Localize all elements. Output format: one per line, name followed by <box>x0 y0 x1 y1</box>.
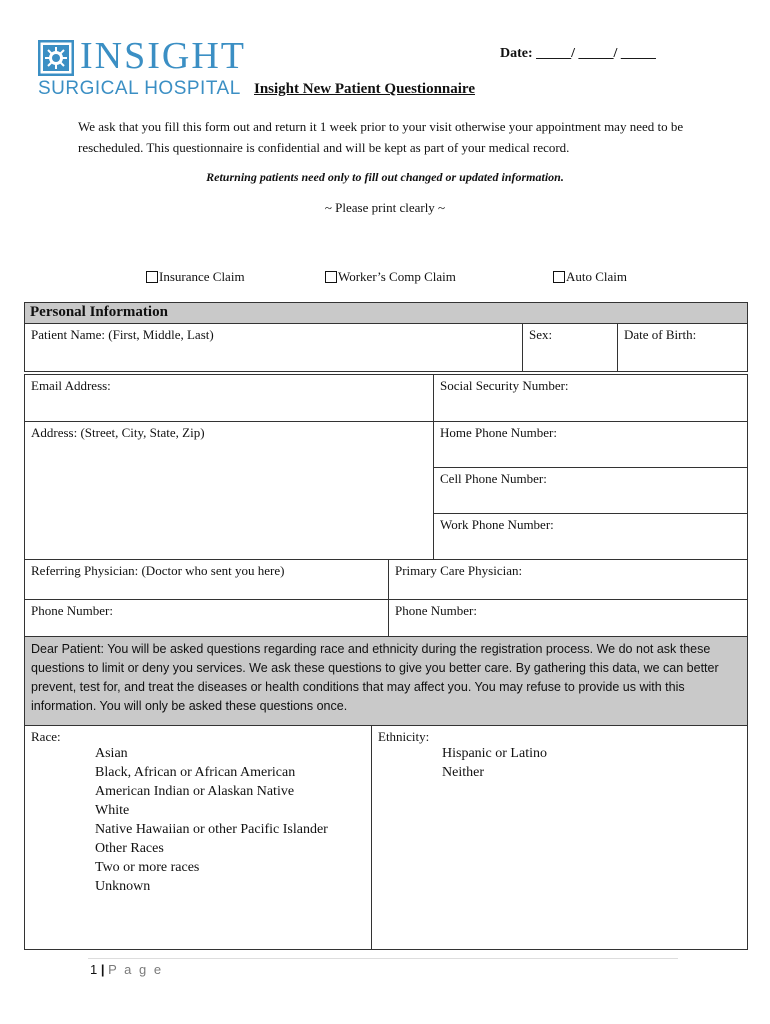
footer-divider <box>88 958 678 959</box>
race-option-black[interactable]: Black, African or African American <box>95 765 296 780</box>
returning-patient-note: Returning patients need only to fill out changed or updated information. <box>206 170 564 184</box>
ethnicity-label: Ethnicity: <box>378 729 430 744</box>
footer-separator: | <box>100 962 105 977</box>
race-option-white[interactable]: White <box>95 803 130 818</box>
logo-emblem-icon <box>38 40 74 76</box>
section-heading: Personal Information <box>25 303 747 324</box>
race-option-unknown[interactable]: Unknown <box>95 879 151 894</box>
contact-info-table <box>24 374 748 638</box>
race-ethnicity-table <box>24 636 748 950</box>
checkbox-icon[interactable] <box>146 271 158 283</box>
ethnicity-option-neither[interactable]: Neither <box>442 765 484 780</box>
hospital-logo <box>38 35 248 102</box>
logo-wordmark: INSIGHT <box>80 35 246 77</box>
ethnicity-option-hispanic[interactable]: Hispanic or Latino <box>442 746 547 761</box>
address-field[interactable]: Address: (Street, City, State, Zip) <box>25 421 433 559</box>
intro-paragraph: We ask that you fill this form out and return it 1 week prior to your visit otherwise your appointment may need to be rescheduled. This questionnaire is confidential and will be kept as part of your medical record. <box>78 119 684 155</box>
checkbox-icon[interactable] <box>325 271 337 283</box>
page-word: P a g e <box>108 962 164 977</box>
page-number: 1 <box>90 962 98 977</box>
home-phone-field[interactable]: Home Phone Number: <box>433 421 747 467</box>
race-label: Race: <box>31 729 61 744</box>
race-option-two-or-more[interactable]: Two or more races <box>95 860 200 875</box>
form-title: Insight New Patient Questionnaire <box>254 81 475 97</box>
checkbox-icon[interactable] <box>553 271 565 283</box>
logo-subtitle: SURGICAL HOSPITAL <box>38 78 241 99</box>
referring-physician-field[interactable]: Referring Physician: (Doctor who sent you here) <box>25 559 388 599</box>
claim-label: Auto Claim <box>566 269 628 284</box>
email-field[interactable]: Email Address: <box>31 378 111 393</box>
dear-patient-notice: Dear Patient: You will be asked questions regarding race and ethnicity during the registration process. We do not ask these questions to limit or deny you services. We ask these questions to give you better care. By gathering this data, we can better prevent, test for, and treat the diseases or health conditions that may affect you. You may refuse to provide us with this information. You will only be asked these questions once. <box>25 637 747 725</box>
race-option-native-hawaiian[interactable]: Native Hawaiian or other Pacific Islander <box>95 822 328 837</box>
race-option-other[interactable]: Other Races <box>95 841 164 856</box>
auto-claim-checkbox[interactable] <box>553 269 627 285</box>
date-of-birth-field[interactable]: Date of Birth: <box>617 323 747 371</box>
claim-label: Insurance Claim <box>159 269 245 284</box>
ethnicity-section <box>371 725 747 949</box>
sex-field[interactable]: Sex: <box>522 323 617 371</box>
race-options <box>95 744 328 896</box>
ssn-field[interactable]: Social Security Number: <box>433 375 747 421</box>
referring-phone-field[interactable]: Phone Number: <box>25 599 388 637</box>
cell-phone-field[interactable]: Cell Phone Number: <box>433 467 747 513</box>
primary-care-physician-field[interactable]: Primary Care Physician: <box>388 559 747 599</box>
ethnicity-options <box>442 744 547 782</box>
claim-label: Worker’s Comp Claim <box>338 269 456 284</box>
date-field[interactable]: Date: _____/ _____/ _____ <box>500 46 656 61</box>
insurance-claim-checkbox[interactable] <box>146 269 245 285</box>
personal-info-table <box>24 302 748 372</box>
race-option-asian[interactable]: Asian <box>95 746 128 761</box>
primary-phone-field[interactable]: Phone Number: <box>388 599 747 637</box>
print-clearly-note: ~ Please print clearly ~ <box>324 200 446 215</box>
page-footer <box>90 962 163 977</box>
workers-comp-claim-checkbox[interactable] <box>325 269 456 285</box>
race-option-american-indian[interactable]: American Indian or Alaskan Native <box>95 784 295 799</box>
patient-name-field[interactable]: Patient Name: (First, Middle, Last) <box>25 323 522 371</box>
work-phone-field[interactable]: Work Phone Number: <box>433 513 747 559</box>
race-section <box>25 725 371 949</box>
